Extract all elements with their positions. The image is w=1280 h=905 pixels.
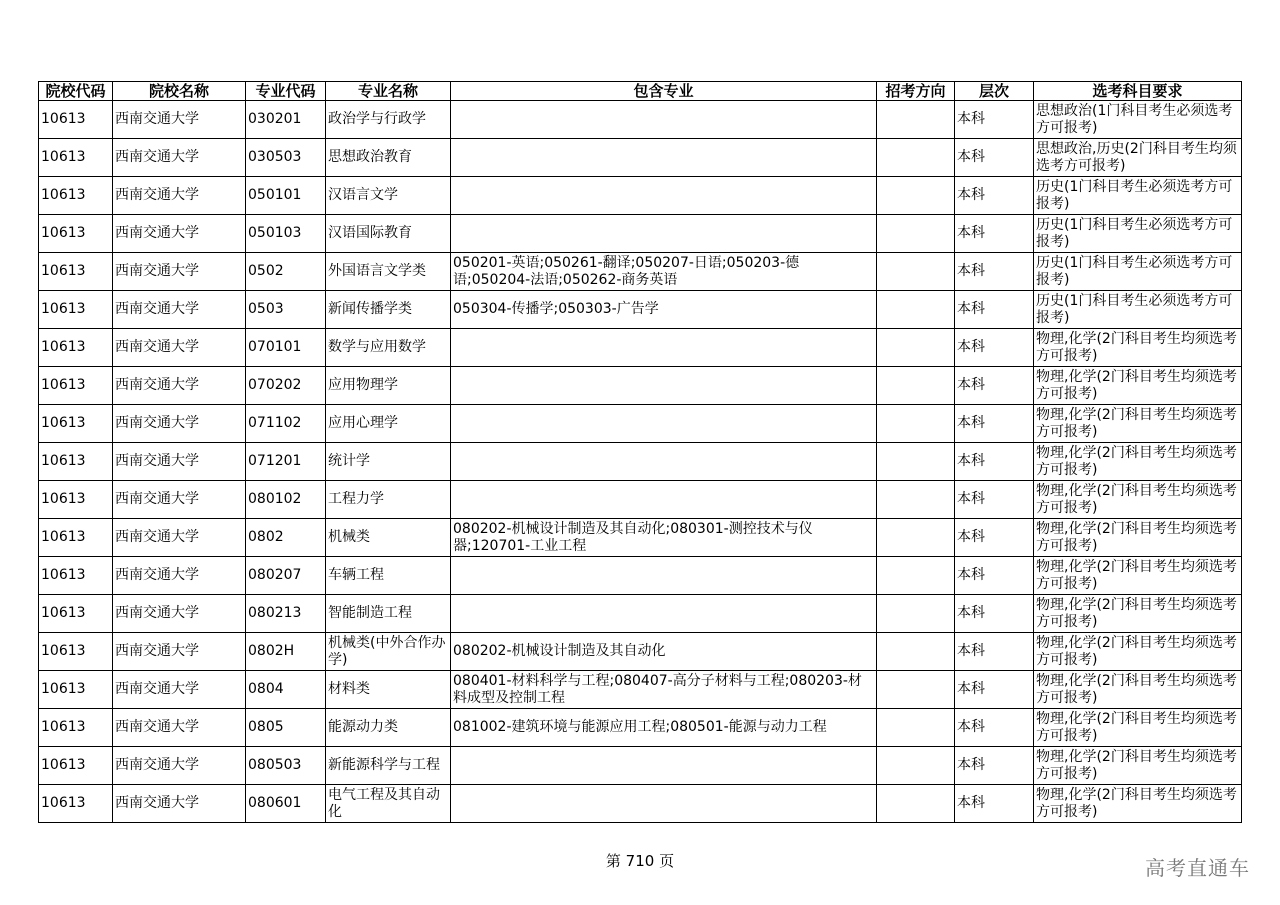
cell-major-code: 070101 xyxy=(246,329,326,367)
table-body xyxy=(39,101,1242,823)
cell-major-name: 车辆工程 xyxy=(326,557,451,595)
cell-major-code: 080601 xyxy=(246,785,326,823)
cell-school-name: 西南交通大学 xyxy=(113,671,246,709)
cell-school-name: 西南交通大学 xyxy=(113,595,246,633)
table-row xyxy=(39,557,1242,595)
cell-school-code: 10613 xyxy=(39,139,113,177)
header-school-code: 院校代码 xyxy=(39,82,113,101)
cell-level: 本科 xyxy=(955,215,1034,253)
cell-included-majors xyxy=(451,405,877,443)
cell-level: 本科 xyxy=(955,519,1034,557)
cell-requirement: 思想政治(1门科目考生必须选考方可报考) xyxy=(1034,101,1242,139)
watermark: 高考直通车 xyxy=(1145,856,1250,880)
cell-school-code: 10613 xyxy=(39,747,113,785)
cell-school-name: 西南交通大学 xyxy=(113,785,246,823)
cell-direction xyxy=(877,253,955,291)
table-row xyxy=(39,481,1242,519)
table-row xyxy=(39,101,1242,139)
page-number: 第 710 页 xyxy=(605,852,675,870)
cell-level: 本科 xyxy=(955,595,1034,633)
cell-school-name: 西南交通大学 xyxy=(113,633,246,671)
cell-school-code: 10613 xyxy=(39,633,113,671)
cell-major-name: 机械类(中外合作办学) xyxy=(326,633,451,671)
cell-included-majors xyxy=(451,595,877,633)
cell-direction xyxy=(877,671,955,709)
cell-school-code: 10613 xyxy=(39,291,113,329)
table-row xyxy=(39,595,1242,633)
cell-included-majors: 081002-建筑环境与能源应用工程;080501-能源与动力工程 xyxy=(451,709,877,747)
cell-direction xyxy=(877,519,955,557)
cell-included-majors xyxy=(451,177,877,215)
cell-included-majors: 080202-机械设计制造及其自动化 xyxy=(451,633,877,671)
cell-major-code: 080503 xyxy=(246,747,326,785)
cell-requirement: 历史(1门科目考生必须选考方可报考) xyxy=(1034,291,1242,329)
cell-school-code: 10613 xyxy=(39,215,113,253)
cell-school-code: 10613 xyxy=(39,405,113,443)
cell-direction xyxy=(877,709,955,747)
header-major-code: 专业代码 xyxy=(246,82,326,101)
table-row xyxy=(39,177,1242,215)
cell-included-majors xyxy=(451,215,877,253)
cell-included-majors xyxy=(451,329,877,367)
cell-level: 本科 xyxy=(955,329,1034,367)
cell-school-name: 西南交通大学 xyxy=(113,367,246,405)
cell-included-majors xyxy=(451,785,877,823)
cell-direction xyxy=(877,785,955,823)
cell-level: 本科 xyxy=(955,291,1034,329)
cell-included-majors xyxy=(451,367,877,405)
header-level: 层次 xyxy=(955,82,1034,101)
cell-level: 本科 xyxy=(955,443,1034,481)
header-row xyxy=(39,82,1242,101)
cell-major-name: 新能源科学与工程 xyxy=(326,747,451,785)
cell-requirement: 物理,化学(2门科目考生均须选考方可报考) xyxy=(1034,595,1242,633)
cell-level: 本科 xyxy=(955,481,1034,519)
cell-major-name: 思想政治教育 xyxy=(326,139,451,177)
cell-requirement: 物理,化学(2门科目考生均须选考方可报考) xyxy=(1034,443,1242,481)
cell-major-name: 应用物理学 xyxy=(326,367,451,405)
cell-major-code: 070202 xyxy=(246,367,326,405)
cell-direction xyxy=(877,595,955,633)
cell-major-name: 外国语言文学类 xyxy=(326,253,451,291)
cell-school-code: 10613 xyxy=(39,671,113,709)
cell-included-majors xyxy=(451,747,877,785)
cell-school-name: 西南交通大学 xyxy=(113,481,246,519)
cell-requirement: 物理,化学(2门科目考生均须选考方可报考) xyxy=(1034,785,1242,823)
cell-major-name: 统计学 xyxy=(326,443,451,481)
cell-requirement: 历史(1门科目考生必须选考方可报考) xyxy=(1034,177,1242,215)
cell-requirement: 物理,化学(2门科目考生均须选考方可报考) xyxy=(1034,671,1242,709)
cell-school-name: 西南交通大学 xyxy=(113,405,246,443)
cell-major-name: 数学与应用数学 xyxy=(326,329,451,367)
cell-school-name: 西南交通大学 xyxy=(113,747,246,785)
cell-major-name: 智能制造工程 xyxy=(326,595,451,633)
cell-requirement: 思想政治,历史(2门科目考生均须选考方可报考) xyxy=(1034,139,1242,177)
table-row xyxy=(39,519,1242,557)
cell-level: 本科 xyxy=(955,785,1034,823)
cell-school-name: 西南交通大学 xyxy=(113,215,246,253)
table-row xyxy=(39,253,1242,291)
cell-requirement: 物理,化学(2门科目考生均须选考方可报考) xyxy=(1034,329,1242,367)
cell-requirement: 物理,化学(2门科目考生均须选考方可报考) xyxy=(1034,367,1242,405)
table-row xyxy=(39,747,1242,785)
cell-included-majors: 080401-材料科学与工程;080407-高分子材料与工程;080203-材料成型及控制工程 xyxy=(451,671,877,709)
cell-direction xyxy=(877,443,955,481)
cell-major-code: 0502 xyxy=(246,253,326,291)
cell-school-code: 10613 xyxy=(39,443,113,481)
cell-direction xyxy=(877,633,955,671)
cell-school-code: 10613 xyxy=(39,177,113,215)
cell-major-code: 0802 xyxy=(246,519,326,557)
cell-major-name: 政治学与行政学 xyxy=(326,101,451,139)
cell-direction xyxy=(877,177,955,215)
cell-direction xyxy=(877,367,955,405)
cell-level: 本科 xyxy=(955,709,1034,747)
header-direction: 招考方向 xyxy=(877,82,955,101)
cell-school-code: 10613 xyxy=(39,481,113,519)
cell-requirement: 物理,化学(2门科目考生均须选考方可报考) xyxy=(1034,405,1242,443)
table-row xyxy=(39,633,1242,671)
cell-level: 本科 xyxy=(955,101,1034,139)
header-school-name: 院校名称 xyxy=(113,82,246,101)
cell-major-code: 0805 xyxy=(246,709,326,747)
cell-included-majors: 080202-机械设计制造及其自动化;080301-测控技术与仪器;120701-工业工程 xyxy=(451,519,877,557)
cell-level: 本科 xyxy=(955,557,1034,595)
cell-school-code: 10613 xyxy=(39,785,113,823)
cell-major-code: 080207 xyxy=(246,557,326,595)
cell-included-majors xyxy=(451,557,877,595)
cell-school-code: 10613 xyxy=(39,595,113,633)
cell-school-name: 西南交通大学 xyxy=(113,291,246,329)
cell-requirement: 历史(1门科目考生必须选考方可报考) xyxy=(1034,253,1242,291)
cell-level: 本科 xyxy=(955,139,1034,177)
cell-school-name: 西南交通大学 xyxy=(113,139,246,177)
cell-major-code: 080102 xyxy=(246,481,326,519)
cell-major-code: 071201 xyxy=(246,443,326,481)
table-row xyxy=(39,329,1242,367)
cell-major-code: 050101 xyxy=(246,177,326,215)
cell-major-name: 工程力学 xyxy=(326,481,451,519)
cell-requirement: 物理,化学(2门科目考生均须选考方可报考) xyxy=(1034,633,1242,671)
cell-direction xyxy=(877,215,955,253)
cell-major-name: 材料类 xyxy=(326,671,451,709)
cell-school-name: 西南交通大学 xyxy=(113,443,246,481)
admission-table xyxy=(38,81,1242,823)
cell-school-name: 西南交通大学 xyxy=(113,329,246,367)
cell-direction xyxy=(877,101,955,139)
cell-included-majors: 050304-传播学;050303-广告学 xyxy=(451,291,877,329)
cell-requirement: 物理,化学(2门科目考生均须选考方可报考) xyxy=(1034,481,1242,519)
table-row xyxy=(39,405,1242,443)
cell-requirement: 物理,化学(2门科目考生均须选考方可报考) xyxy=(1034,557,1242,595)
cell-requirement: 物理,化学(2门科目考生均须选考方可报考) xyxy=(1034,519,1242,557)
cell-major-code: 080213 xyxy=(246,595,326,633)
cell-school-code: 10613 xyxy=(39,367,113,405)
cell-direction xyxy=(877,139,955,177)
table-row xyxy=(39,671,1242,709)
cell-level: 本科 xyxy=(955,633,1034,671)
cell-school-name: 西南交通大学 xyxy=(113,253,246,291)
cell-included-majors xyxy=(451,443,877,481)
cell-requirement: 物理,化学(2门科目考生均须选考方可报考) xyxy=(1034,747,1242,785)
cell-major-name: 汉语言文学 xyxy=(326,177,451,215)
cell-major-code: 050103 xyxy=(246,215,326,253)
table-row xyxy=(39,291,1242,329)
cell-requirement: 物理,化学(2门科目考生均须选考方可报考) xyxy=(1034,709,1242,747)
table-header xyxy=(39,82,1242,101)
cell-school-name: 西南交通大学 xyxy=(113,177,246,215)
header-included-majors: 包含专业 xyxy=(451,82,877,101)
cell-major-code: 030201 xyxy=(246,101,326,139)
cell-school-code: 10613 xyxy=(39,557,113,595)
cell-major-name: 电气工程及其自动化 xyxy=(326,785,451,823)
header-major-name: 专业名称 xyxy=(326,82,451,101)
cell-major-code: 0503 xyxy=(246,291,326,329)
cell-school-name: 西南交通大学 xyxy=(113,101,246,139)
cell-requirement: 历史(1门科目考生必须选考方可报考) xyxy=(1034,215,1242,253)
cell-direction xyxy=(877,481,955,519)
cell-level: 本科 xyxy=(955,405,1034,443)
cell-included-majors xyxy=(451,139,877,177)
cell-school-code: 10613 xyxy=(39,101,113,139)
cell-major-code: 030503 xyxy=(246,139,326,177)
cell-level: 本科 xyxy=(955,671,1034,709)
table-row xyxy=(39,367,1242,405)
cell-direction xyxy=(877,291,955,329)
cell-major-code: 0802H xyxy=(246,633,326,671)
table-row xyxy=(39,443,1242,481)
cell-included-majors xyxy=(451,481,877,519)
cell-level: 本科 xyxy=(955,367,1034,405)
cell-major-name: 汉语国际教育 xyxy=(326,215,451,253)
cell-included-majors: 050201-英语;050261-翻译;050207-日语;050203-德语;050204-法语;050262-商务英语 xyxy=(451,253,877,291)
cell-level: 本科 xyxy=(955,253,1034,291)
cell-direction xyxy=(877,405,955,443)
cell-direction xyxy=(877,747,955,785)
cell-major-name: 新闻传播学类 xyxy=(326,291,451,329)
table-row xyxy=(39,785,1242,823)
cell-school-name: 西南交通大学 xyxy=(113,709,246,747)
cell-school-code: 10613 xyxy=(39,519,113,557)
cell-major-code: 0804 xyxy=(246,671,326,709)
cell-school-code: 10613 xyxy=(39,253,113,291)
cell-included-majors xyxy=(451,101,877,139)
cell-school-name: 西南交通大学 xyxy=(113,557,246,595)
cell-school-code: 10613 xyxy=(39,329,113,367)
table-row xyxy=(39,215,1242,253)
cell-major-name: 能源动力类 xyxy=(326,709,451,747)
table-row xyxy=(39,709,1242,747)
cell-school-code: 10613 xyxy=(39,709,113,747)
cell-direction xyxy=(877,557,955,595)
cell-school-name: 西南交通大学 xyxy=(113,519,246,557)
cell-major-name: 机械类 xyxy=(326,519,451,557)
header-requirement: 选考科目要求 xyxy=(1034,82,1242,101)
cell-major-name: 应用心理学 xyxy=(326,405,451,443)
cell-direction xyxy=(877,329,955,367)
cell-major-code: 071102 xyxy=(246,405,326,443)
cell-level: 本科 xyxy=(955,747,1034,785)
cell-level: 本科 xyxy=(955,177,1034,215)
table-row xyxy=(39,139,1242,177)
